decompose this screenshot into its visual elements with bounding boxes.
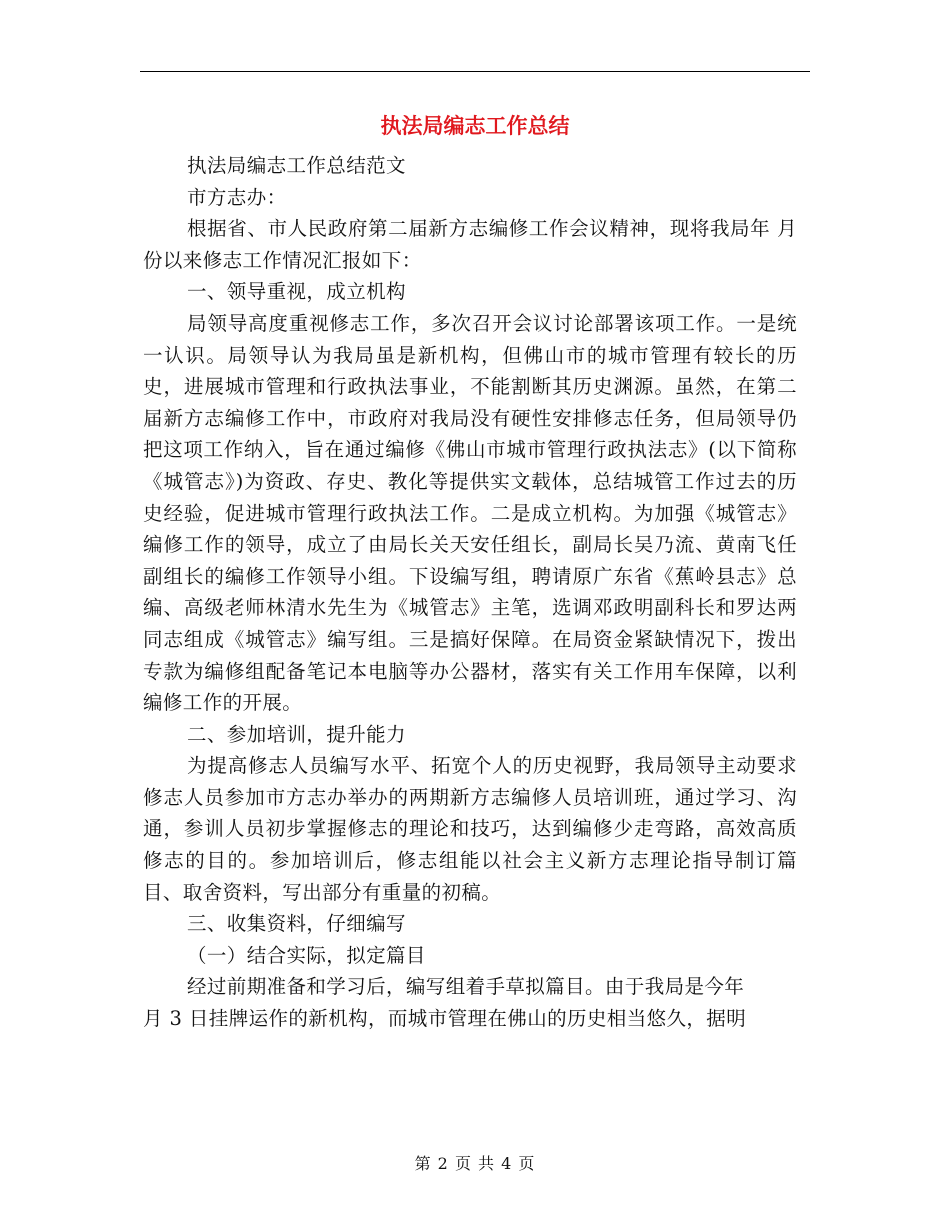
section-heading-3: 三、收集资料，仔细编写 xyxy=(187,912,406,936)
page-number-footer: 第 2 页 共 4 页 xyxy=(414,1154,536,1173)
document-body xyxy=(143,150,797,1035)
section-heading-1: 一、领导重视，成立机构 xyxy=(187,280,406,304)
salutation-paragraph: 市方志办： xyxy=(187,185,287,209)
header-rule xyxy=(140,71,810,72)
body-paragraph-2: 为提高修志人员编写水平、拓宽个人的历史视野，我局领导主动要求修志人员参加市方志办举办的两期新方志编修人员培训班，通过学习、沟通，参训人员初步掌握修志的理论和技巧，达到编修少走弯路，高效高质修志的目的。参加培训后，修志组能以社会主义新方志理论指导制订篇目、取舍资料，写出部分有重量的初稿。 xyxy=(143,754,797,904)
body-paragraph-1: 局领导高度重视修志工作，多次召开会议讨论部署该项工作。一是统一认识。局领导认为我局虽是新机构，但佛山市的城市管理有较长的历史，进展城市管理和行政执法事业，不能割断其历史渊源。虽然，在第二届新方志编修工作中，市政府对我局没有硬性安排修志任务，但局领导仍把这项工作纳入，旨在通过编修《佛山市城市管理行政执法志》(以下简称《城管志》)为资政、存史、教化等提供实文载体，总结城管工作过去的历史经验，促进城市管理行政执法工作。二是成立机构。为加强《城管志》编修工作的领导，成立了由局长关天安任组长，副局长吴乃流、黄南飞任副组长的编修工作领导小组。下设编写组，聘请原广东省《蕉岭县志》总编、高级老师林清水先生为《城管志》主笔，选调邓政明副科长和罗达两同志组成《城管志》编写组。三是搞好保障。在局资金紧缺情况下，拨出专款为编修组配备笔记本电脑等办公器材，落实有关工作用车保障，以利编修工作的开展。 xyxy=(143,311,797,715)
document-title: 执法局编志工作总结 xyxy=(380,113,570,138)
body-paragraph-3-continued: 月 3 日挂牌运作的新机构，而城市管理在佛山的历史相当悠久，据明 xyxy=(143,1007,747,1031)
section-heading-2: 二、参加培训，提升能力 xyxy=(187,722,406,746)
subsection-heading-1: （一）结合实际，拟定篇目 xyxy=(187,943,426,967)
body-paragraph-3: 经过前期准备和学习后，编写组着手草拟篇目。由于我局是今年 xyxy=(187,975,745,999)
intro-paragraph: 根据省、市人民政府第二届新方志编修工作会议精神，现将我局年 月份以来修志工作情况汇报如下： xyxy=(143,217,797,272)
subtitle-paragraph: 执法局编志工作总结范文 xyxy=(187,154,406,177)
